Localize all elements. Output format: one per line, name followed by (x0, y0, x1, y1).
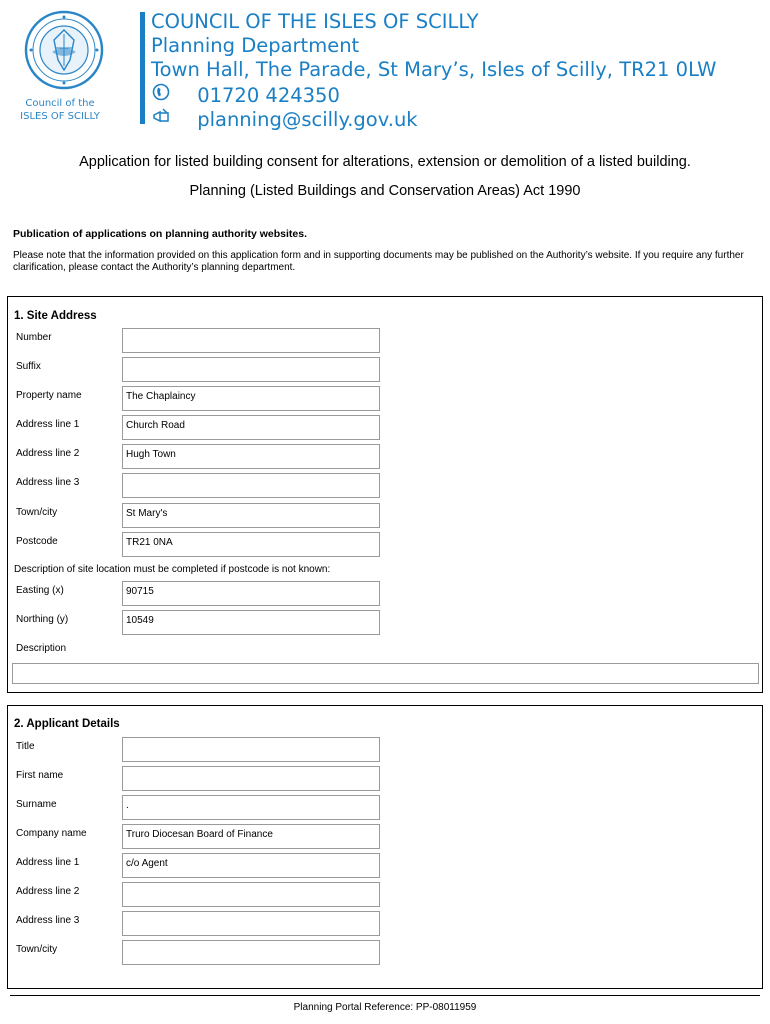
number-input[interactable] (122, 328, 380, 353)
field-label-postcode: Postcode (16, 536, 58, 547)
postcode-input[interactable]: TR21 0NA (122, 532, 380, 557)
applicant-details-section (7, 705, 763, 989)
applicant-town-city-input[interactable] (122, 940, 380, 965)
easting-input[interactable]: 90715 (122, 581, 380, 606)
field-label-town-city: Town/city (16, 507, 58, 518)
suffix-input[interactable] (122, 357, 380, 382)
publication-heading: Publication of applications on planning authority websites. (13, 228, 308, 240)
field-label-easting: Easting (x) (16, 585, 64, 596)
field-label-property-name: Property name (16, 390, 82, 401)
field-label-address-line-3: Address line 3 (16, 477, 80, 488)
address-line-2-input[interactable]: Hugh Town (122, 444, 380, 469)
logo-text-line1: Council of the (25, 98, 95, 109)
phone-row (151, 82, 716, 106)
field-label-applicant-address-line-3: Address line 3 (16, 915, 80, 926)
applicant-address-line-3-input[interactable] (122, 911, 380, 936)
site-location-note: Description of site location must be completed if postcode is not known: (14, 564, 331, 575)
description-input[interactable] (12, 663, 759, 684)
field-label-address-line-2: Address line 2 (16, 448, 80, 459)
logo-text-line2: ISLES OF SCILLY (20, 111, 100, 122)
phone-icon (151, 82, 171, 102)
field-label-northing: Northing (y) (16, 614, 69, 625)
field-label-suffix: Suffix (16, 361, 41, 372)
council-name: COUNCIL OF THE ISLES OF SCILLY (151, 10, 479, 33)
email-row (151, 106, 716, 130)
planning-portal-reference: Planning Portal Reference: PP-08011959 (293, 1002, 477, 1013)
field-label-surname: Surname (16, 799, 57, 810)
footer-divider (10, 995, 760, 996)
address-line-3-input[interactable] (122, 473, 380, 498)
company-name-input[interactable]: Truro Diocesan Board of Finance (122, 824, 380, 849)
applicant-address-line-1-input[interactable]: c/o Agent (122, 853, 380, 878)
field-label-address-line-1: Address line 1 (16, 419, 80, 430)
field-label-company-name: Company name (16, 828, 87, 839)
council-address: Town Hall, The Parade, St Mary’s, Isles of Scilly, TR21 0LW (151, 58, 717, 81)
field-label-applicant-address-line-1: Address line 1 (16, 857, 80, 868)
field-label-number: Number (16, 332, 52, 343)
property-name-input[interactable]: The Chaplaincy (122, 386, 380, 411)
council-logo (14, 8, 106, 128)
field-label-applicant-town-city: Town/city (16, 944, 58, 955)
northing-input[interactable]: 10549 (122, 610, 380, 635)
council-seal-icon (24, 8, 104, 92)
header-divider (140, 12, 145, 124)
field-label-applicant-address-line-2: Address line 2 (16, 886, 80, 897)
applicant-address-line-2-input[interactable] (122, 882, 380, 907)
email-icon (151, 106, 171, 126)
legislation-title: Planning (Listed Buildings and Conservation Areas) Act 1990 (189, 183, 581, 199)
council-contact-block (151, 10, 716, 130)
applicant-title-input[interactable] (122, 737, 380, 762)
town-city-input[interactable]: St Mary's (122, 503, 380, 528)
department-name: Planning Department (151, 34, 360, 57)
publication-note: Please note that the information provided on this application form and in supporting documents may be published on the Authority’s website. If you require any further clarification, please contact the Authority’s planning department. (13, 250, 744, 273)
form-title: Application for listed building consent for alterations, extension or demolition of a listed building. (79, 154, 691, 170)
field-label-description: Description (16, 643, 67, 654)
field-label-first-name: First name (16, 770, 64, 781)
council-phone[interactable]: 01720 424350 (197, 84, 340, 107)
address-line-1-input[interactable]: Church Road (122, 415, 380, 440)
surname-input[interactable]: . (122, 795, 380, 820)
first-name-input[interactable] (122, 766, 380, 791)
section-title-applicant-details: 2. Applicant Details (14, 718, 120, 730)
section-title-site-address: 1. Site Address (14, 310, 97, 322)
field-label-title: Title (16, 741, 35, 752)
site-address-section (7, 296, 763, 693)
council-email-link[interactable]: planning@scilly.gov.uk (197, 108, 418, 131)
